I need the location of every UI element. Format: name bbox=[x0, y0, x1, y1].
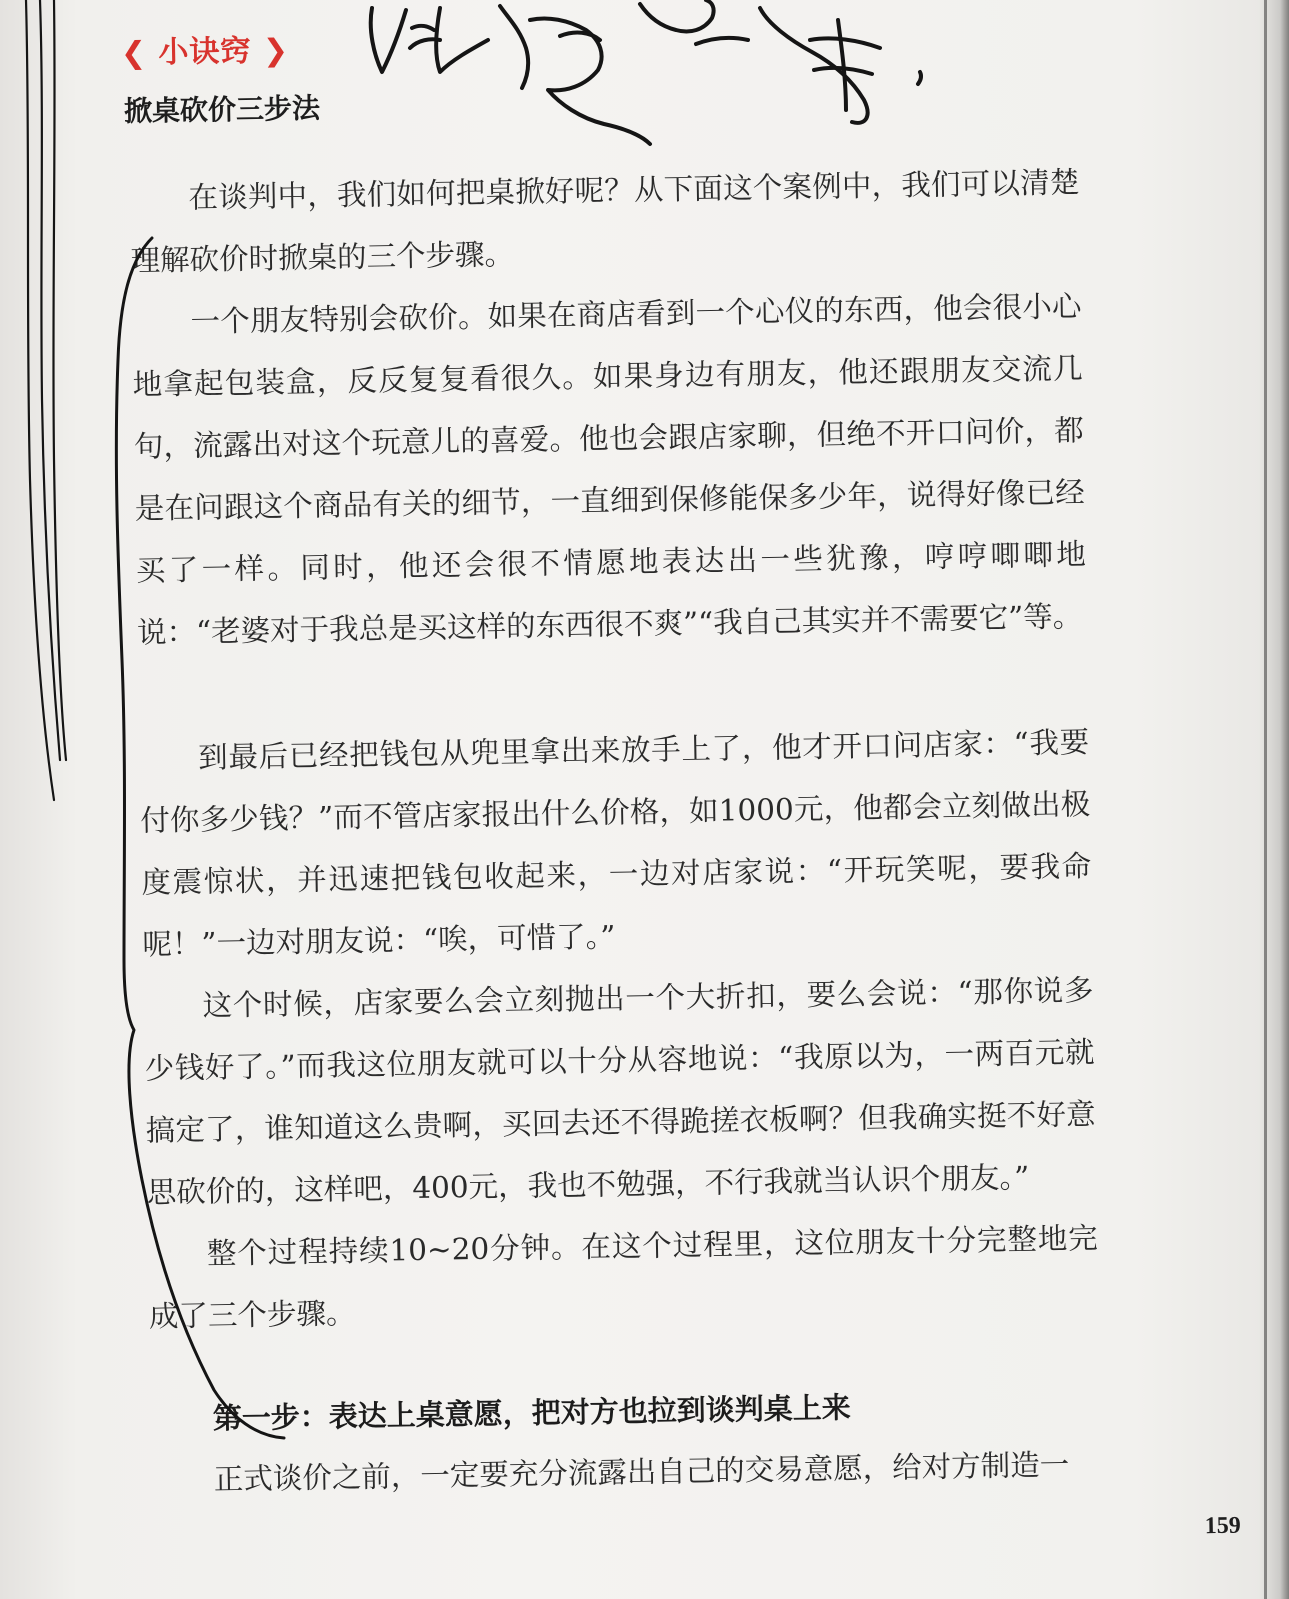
chevron-left-icon: ❮ bbox=[120, 35, 148, 71]
paragraph-ask-price: 到最后已经把钱包从兜里拿出来放手上了，他才开口问店家：“我要付你多少钱？”而不管店家报出什么价格，如1000元，他都会立刻做出极度震惊状，并迅速把钱包收起来，一边对店家说：“开玩笑呢，要我命呢！”一边对朋友说：“唉，可惜了。” bbox=[140, 725, 1092, 962]
tip-tag-label: 小诀窍 bbox=[158, 33, 252, 71]
page-number: 159 bbox=[1204, 1512, 1242, 1540]
paragraph-summary: 整个过程持续10~20分钟。在这个过程里，这位朋友十分完整地完成了三个步骤。 bbox=[148, 1221, 1099, 1334]
margin-marker-lines bbox=[26, 0, 66, 800]
step-one-heading: 第一步：表达上桌意愿，把对方也拉到谈判桌上来 bbox=[212, 1390, 851, 1436]
paragraph-friend-behaviour: 一个朋友特别会砍价。如果在商店看到一个心仪的东西，他会很小心地拿起包装盒，反反复复看很久。如果身边有朋友，他还跟朋友交流几句，流露出对这个玩意儿的喜爱。他也会跟店家聊，但绝不开口问价，都是在问跟这个商品有关的细节，一直细到保修能保多少年，说得好像已经买了一样。同时，他还会很不情愿地表达出一些犹豫，哼哼唧唧地说：“老婆对于我总是买这样的东西很不爽”“我自己其实并不需要它”等。 bbox=[132, 289, 1087, 650]
paragraph-counter-offer: 这个时候，店家要么会立刻抛出一个大折扣，要么会说：“那你说多少钱好了。”而我这位朋友就可以十分从容地说：“我原以为，一两百元就搞定了，谁知道这么贵啊，买回去还不得跪搓衣板啊？但我确实挺不好意思砍价的，这样吧，400元，我也不勉强，不行我就当认识个朋友。” bbox=[144, 973, 1096, 1210]
section-title: 掀桌砍价三步法 bbox=[123, 91, 321, 128]
page-edge-shadow bbox=[1259, 0, 1289, 1599]
tip-tag bbox=[120, 25, 289, 72]
paragraph-intro: 在谈判中，我们如何把桌掀好呢？从下面这个案例中，我们可以清楚理解砍价时掀桌的三个步骤。 bbox=[130, 165, 1080, 278]
step-one-body: 正式谈价之前，一定要充分流露出自己的交易意愿，给对方制造一 bbox=[213, 1447, 1070, 1497]
page-content bbox=[118, 0, 1242, 1599]
chevron-right-icon: ❯ bbox=[262, 33, 290, 69]
